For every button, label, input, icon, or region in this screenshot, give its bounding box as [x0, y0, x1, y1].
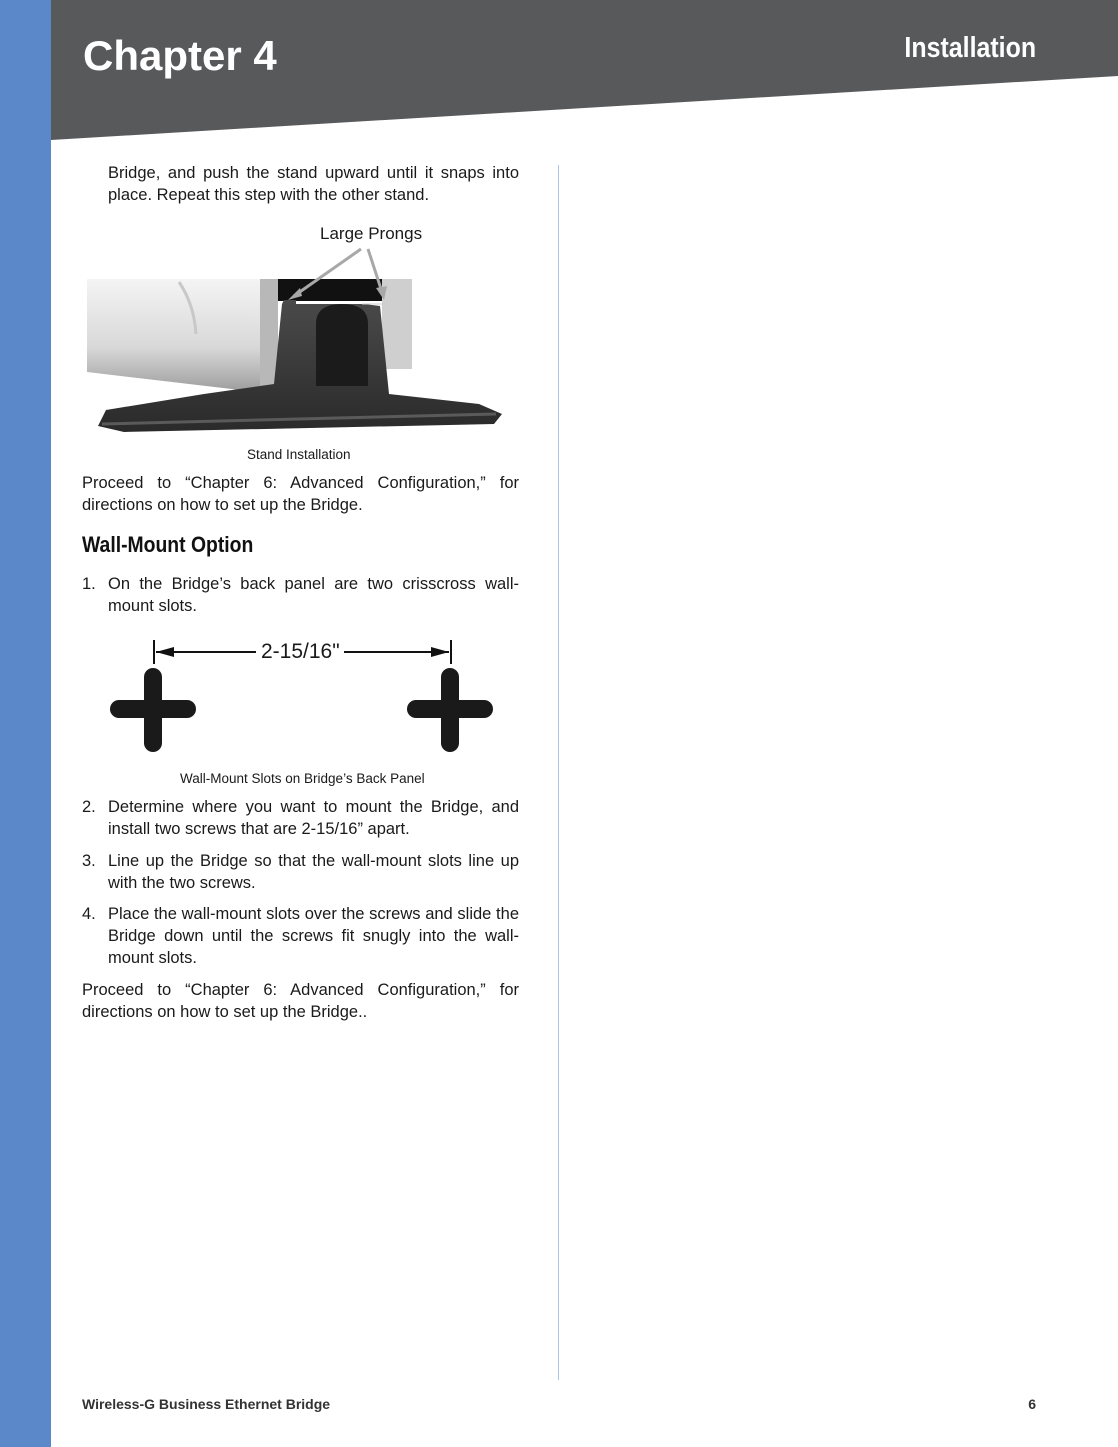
list-item: [82, 903, 519, 969]
list-item: [82, 850, 519, 894]
step-number: 1.: [82, 575, 96, 593]
proceed-paragraph-2: Proceed to “Chapter 6: Advanced Configuration,” for directions on how to set up the Bridge..: [82, 981, 519, 1021]
footer-product-name: Wireless-G Business Ethernet Bridge: [82, 1396, 331, 1412]
intro-paragraph: Bridge, and push the stand upward until it snaps into place. Repeat this step with the other stand.: [108, 164, 519, 204]
section-title: Installation: [904, 32, 1036, 64]
proceed-paragraph-1: Proceed to “Chapter 6: Advanced Configuration,” for directions on how to set up the Bridge.: [82, 474, 519, 514]
list-item: [82, 573, 519, 617]
step-text: Line up the Bridge so that the wall-mount slots line up with the two screws.: [108, 852, 519, 892]
figure2-caption: Wall-Mount Slots on Bridge’s Back Panel: [180, 771, 425, 786]
column-divider: [558, 165, 559, 1380]
step-text: Determine where you want to mount the Bridge, and install two screws that are 2-15/16” apart.: [108, 798, 519, 838]
list-item: [82, 796, 519, 840]
left-color-bar: [0, 0, 51, 1447]
dimension-label: 2-15/16": [261, 640, 340, 663]
section-heading: Wall-Mount Option: [82, 532, 254, 557]
step-text: On the Bridge’s back panel are two crisscross wall-mount slots.: [108, 575, 519, 615]
figure1-caption: Stand Installation: [247, 447, 351, 462]
chapter-title: Chapter 4: [83, 32, 277, 79]
step-number: 4.: [82, 905, 96, 923]
left-slot-cross: [110, 668, 196, 752]
step-number: 3.: [82, 852, 96, 870]
right-slot-cross: [407, 668, 493, 752]
stand-installation-photo: [84, 244, 509, 440]
page-number: 6: [1028, 1396, 1036, 1412]
step-text: Place the wall-mount slots over the screws and slide the Bridge down until the screws fit snugly into the wall-mount slots.: [108, 905, 519, 967]
step-number: 2.: [82, 798, 96, 816]
large-prongs-callout: Large Prongs: [320, 224, 423, 243]
